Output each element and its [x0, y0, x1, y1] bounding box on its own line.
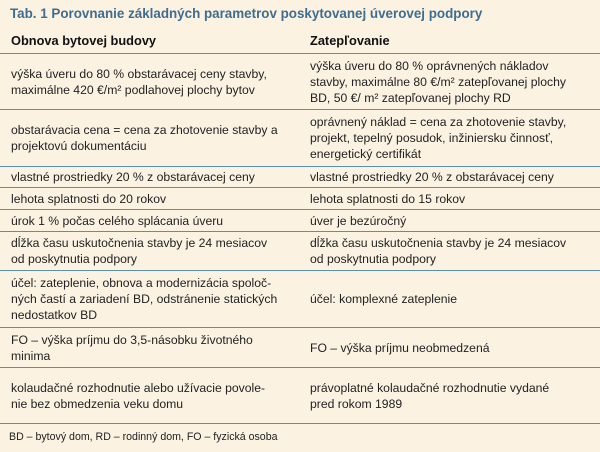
table-cell-left [11, 328, 298, 367]
cell-line: minima [11, 348, 51, 363]
cell-line: FO – výška príjmu neobmedzená [310, 340, 490, 355]
table-row [0, 109, 600, 166]
table-footnote: BD – bytový dom, RD – rodinný dom, FO – fyzická osoba [9, 431, 278, 443]
table-row [0, 367, 600, 423]
cell-line: nie bez obmedzenia veku domu [11, 396, 184, 411]
cell-line: obstarávacia cena = cena za zhotovenie stavby a [11, 123, 278, 137]
cell-line: lehota splatnosti do 15 rokov [310, 191, 466, 206]
cell-line: BD, 50 €/ m² zatepľovanej plochy RD [310, 90, 511, 105]
table-cell-right [310, 368, 595, 423]
cell-line: stavby, maximálne 80 €/m² zatepľovanej plochy [310, 74, 567, 89]
table-header [0, 33, 600, 51]
cell-line: účel: zateplenie, obnova a modernizácia spoloč- [11, 276, 272, 290]
cell-line: nedostatkov BD [11, 308, 98, 322]
cell-line: lehota splatnosti do 20 rokov [11, 191, 167, 206]
cell-line: FO – výška príjmu do 3,5-násobku životného [11, 332, 253, 347]
table-cell-left [11, 271, 298, 327]
table-cell-left [11, 54, 298, 109]
table-row [0, 270, 600, 327]
table-row [0, 187, 600, 209]
table-cell-left [11, 232, 298, 270]
table-cell-right [310, 210, 595, 231]
table-row [0, 231, 600, 270]
table-cell-left [11, 210, 298, 231]
cell-line: pred rokom 1989 [310, 396, 403, 411]
column-header-obnova: Obnova bytovej budovy [11, 33, 157, 48]
table-cell-left [11, 188, 298, 209]
table-cell-right [310, 167, 595, 187]
table-row [0, 209, 600, 231]
table-body [0, 53, 600, 423]
column-header-zateplovanie: Zatepľovanie [310, 33, 390, 48]
table-cell-left [11, 110, 298, 166]
table-cell-right [310, 271, 595, 327]
cell-line: projektovú dokumentáciu [11, 139, 147, 153]
table-cell-right [310, 54, 595, 109]
cell-line: dĺžka času uskutočnenia stavby je 24 mesiacov [11, 236, 268, 250]
table-row [0, 166, 600, 187]
cell-line: od poskytnutia podpory [310, 252, 437, 266]
cell-line: úver je bezúročný [310, 213, 407, 228]
table-bottom-rule [0, 423, 600, 424]
cell-line: výška úveru do 80 % obstarávacej ceny stavby, [11, 66, 267, 81]
cell-line: kolaudačné rozhodnutie alebo užívacie povole- [11, 380, 266, 395]
table-cell-right [310, 328, 595, 367]
cell-line: právoplatné kolaudačné rozhodnutie vydané [310, 380, 550, 395]
cell-line: projekt, tepelný posudok, inžiniersku činnosť, [310, 131, 554, 145]
cell-line: ných častí a zariadení BD, odstránenie statických [11, 292, 278, 306]
table-cell-right [310, 232, 595, 270]
cell-line: účel: komplexné zateplenie [310, 292, 458, 306]
table-caption: Tab. 1 Porovnanie základných parametrov poskytovanej úverovej podpory [10, 6, 483, 21]
cell-line: vlastné prostriedky 20 % z obstarávacej ceny [11, 170, 255, 184]
cell-line: od poskytnutia podpory [11, 252, 138, 266]
table-row [0, 327, 600, 367]
table-cell-right [310, 188, 595, 209]
table-row [0, 53, 600, 109]
table-cell-right [310, 110, 595, 166]
cell-line: výška úveru do 80 % oprávnených nákladov [310, 58, 549, 73]
cell-line: maximálne 420 €/m² podlahovej plochy bytov [11, 82, 255, 97]
cell-line: vlastné prostriedky 20 % z obstarávacej ceny [310, 170, 554, 184]
cell-line: oprávnený náklad = cena za zhotovenie stavby, [310, 115, 567, 129]
table-cell-left [11, 167, 298, 187]
cell-line: energetický certifikát [310, 147, 422, 161]
table-cell-left [11, 368, 298, 423]
cell-line: dĺžka času uskutočnenia stavby je 24 mesiacov [310, 236, 567, 250]
cell-line: úrok 1 % počas celého splácania úveru [11, 213, 224, 228]
